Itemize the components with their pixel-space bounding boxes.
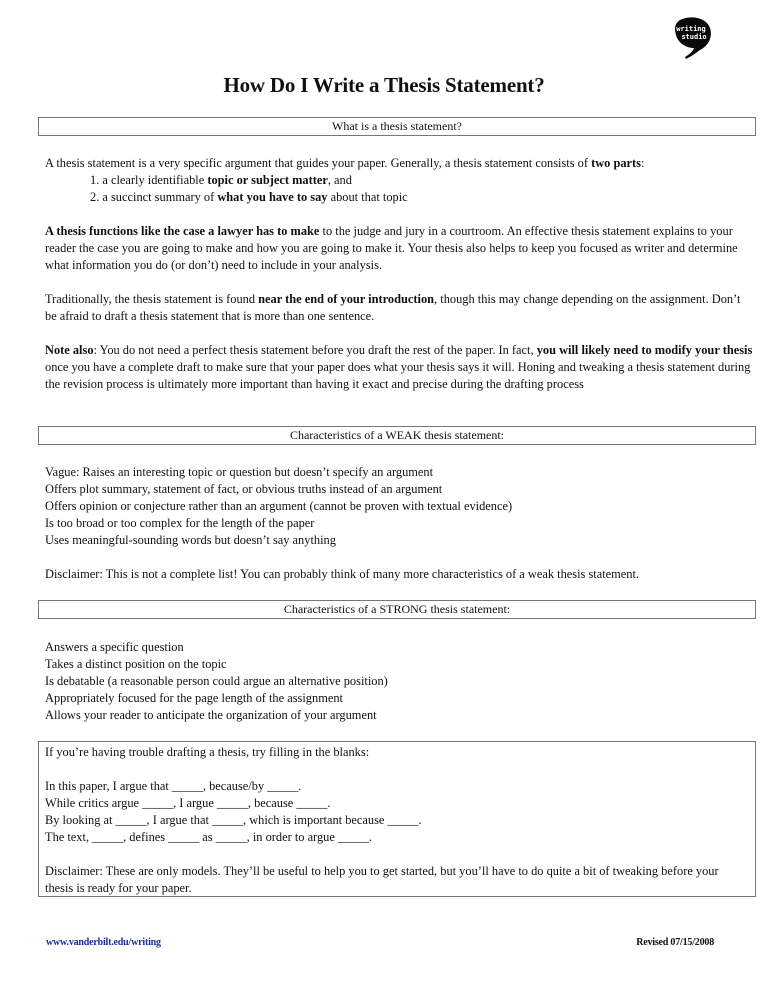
footer-revised-date: Revised 07/15/2008 <box>636 937 714 948</box>
note-also-paragraph: Note also: You do not need a perfect thesis statement before you draft the rest of the paper. In fact, you will likely need to modify your thesis once you have a complete draft to make sure that your paper does what your thesis says it will. Honing and tweaking a thesis statement during the revision process is ultimately more important than having it exact and precise during the drafting process <box>45 343 753 391</box>
svg-text:studio: studio <box>681 33 707 41</box>
template-sentence: In this paper, I argue that _____, because/by _____. <box>45 779 302 793</box>
weak-disclaimer: Disclaimer: This is not a complete list! You can probably think of many more characteristics of a weak thesis statement. <box>45 567 640 581</box>
definition-paragraph: A thesis statement is a very specific argument that guides your paper. Generally, a thesis statement consists of two parts: <box>45 156 645 170</box>
list-item: Offers plot summary, statement of fact, or obvious truths instead of an argument <box>45 482 443 496</box>
section-header-what-is: What is a thesis statement? <box>38 117 756 136</box>
two-parts-list <box>45 172 755 206</box>
writing-studio-logo <box>672 16 714 60</box>
list-item: Appropriately focused for the page length of the assignment <box>45 691 343 705</box>
list-item: Takes a distinct position on the topic <box>45 657 227 671</box>
list-item: Offers opinion or conjecture rather than an argument (cannot be proven with textual evidence) <box>45 499 513 513</box>
list-item: Answers a specific question <box>45 640 184 654</box>
placement-paragraph: Traditionally, the thesis statement is found near the end of your introduction, though this may change depending on the assignment. Don’t be afraid to draft a thesis statement that is more than one sentence. <box>45 292 741 323</box>
svg-text:writing: writing <box>676 25 706 33</box>
list-item: Is debatable (a reasonable person could argue an alternative position) <box>45 674 388 688</box>
page-title: How Do I Write a Thesis Statement? <box>223 73 545 97</box>
models-disclaimer: Disclaimer: These are only models. They’ll be useful to help you to get started, but you’ll have to do quite a bit of tweaking before your thesis is ready for your paper. <box>45 864 719 895</box>
weak-characteristics-list <box>45 464 755 583</box>
section-header-weak: Characteristics of a WEAK thesis statement: <box>38 426 756 445</box>
template-sentence: The text, _____, defines _____ as _____, in order to argue _____. <box>45 830 373 844</box>
definition-section <box>45 155 755 393</box>
list-item: Vague: Raises an interesting topic or question but doesn’t specify an argument <box>45 465 434 479</box>
list-item: 2. a succinct summary of what you have to say about that topic <box>90 190 408 204</box>
template-sentence: While critics argue _____, I argue _____, because _____. <box>45 796 331 810</box>
strong-characteristics-list <box>45 639 755 724</box>
template-sentence: By looking at _____, I argue that _____, which is important because _____. <box>45 813 422 827</box>
lawyer-analogy-paragraph: A thesis functions like the case a lawyer has to make to the judge and jury in a courtroom. An effective thesis statement explains to your reader the case you are going to make and how you are going to make it. Your thesis also helps to keep you focused as writer and determine what information you do (or don’t) need to include in your analysis. <box>45 224 738 272</box>
list-item: 1. a clearly identifiable topic or subject matter, and <box>90 173 352 187</box>
list-item: Is too broad or too complex for the length of the paper <box>45 516 315 530</box>
list-item: Allows your reader to anticipate the organization of your argument <box>45 708 377 722</box>
fill-in-blanks-box <box>38 741 756 897</box>
section-header-strong: Characteristics of a STRONG thesis statement: <box>38 600 756 619</box>
footer-website-link[interactable]: www.vanderbilt.edu/writing <box>46 937 161 948</box>
list-item: Uses meaningful-sounding words but doesn’t say anything <box>45 533 336 547</box>
blanks-intro: If you’re having trouble drafting a thesis, try filling in the blanks: <box>45 745 370 759</box>
comma-speech-logo-icon <box>672 16 714 60</box>
